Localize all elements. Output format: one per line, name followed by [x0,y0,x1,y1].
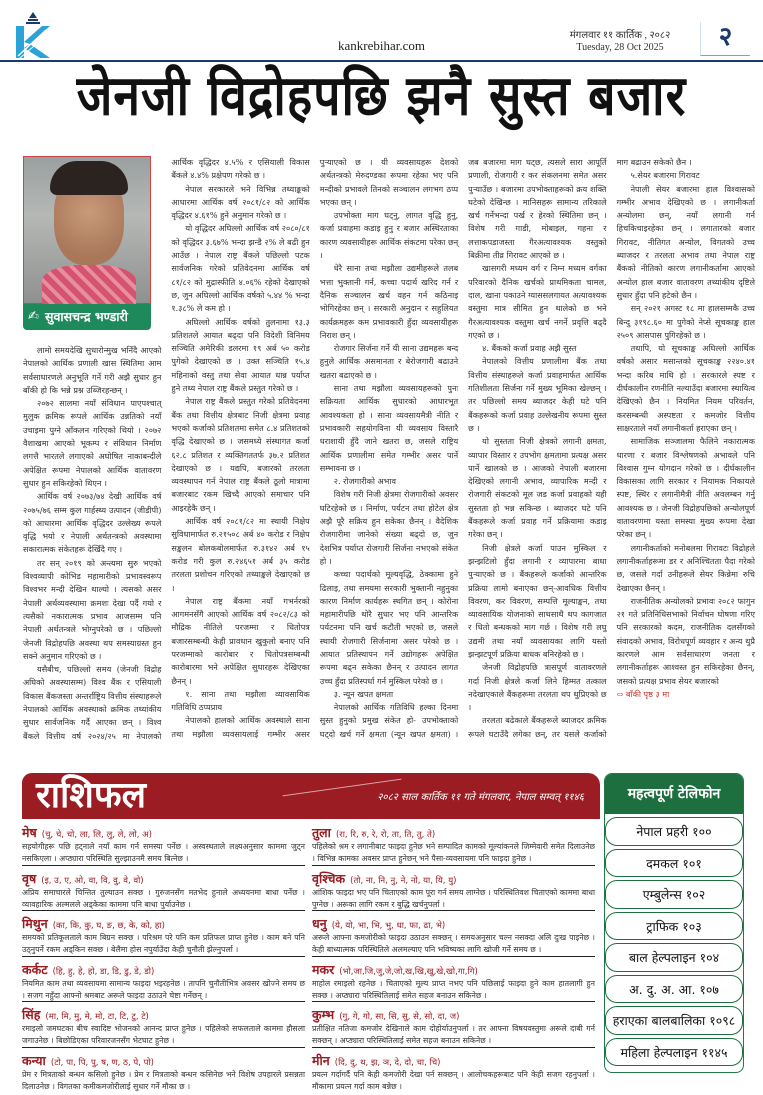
article-paragraph: खासगरी मध्यम वर्ग र निम्न मध्यम वर्गका परिवारको दैनिक खर्चको प्राथमिकता चामल, दाल, खाना पकाउने ग्याससलगायत अत्यावश्यक वस्तुमा मात्र सीमित हुन थालेको छ भने गैरअत्यावश्यक वस्तुमा खर्च नगर्ने प्रवृत्ति बढ्दै गएको छ । [468,263,607,340]
site-url[interactable]: kankrebihar.com [338,38,425,53]
author-scarf [42,265,136,305]
sign-prediction: पहिलेको श्रम र लगानीबाट फाइदा हुनेछ भने सम्पादित कामको मूल्यांकनले जिम्मेवारी समेत दिलाउनेछ । विभिन्न कामका अवसर प्राप्त हुनेछन् भने पैसा-व्यवसायमा पनि फाइदा हुनेछ । [312,842,595,863]
article-paragraph: विशेष गरी निजी क्षेत्रमा रोजगारीको अवसर घटिरहेको छ । निर्माण, पर्यटन तथा होटेल क्षेत्र अझै पूरै सक्रिय हुन सकेका छैनन् । वैदेशिक रोजगारीमा जानेको संख्या बढ्दो छ, जुन देशभित्र पर्याप्त रोजगारी सिर्जना नभएको संकेत हो । [319,489,459,566]
date-box [540,30,700,54]
sign-name: कर्कट [22,961,48,977]
article-paragraph: धेरै साना तथा मझौला उद्यमीहरूले तलब भत्ता भुक्तानी गर्न, कच्चा पदार्थ खरिद गर्न र दैनिक सञ्चालन खर्च वहन गर्न कठिनाइ भोगिरहेका छन् । सरकारी अनुदान र सहुलियत कार्यक्रमहरू कम प्रभावकारी हुँदा व्यवसायीहरू निराश छन् । [319,263,459,340]
sign-prediction: प्रयत्न गर्दागर्दै पनि केही कमजोरी देखा पर्न सक्छन् । आलोचकहरूबाट पनि केही सजग रहनुपर्ला । मौकामा प्रयत्न गर्दा काम बन्नेछ । [312,1069,595,1091]
rashifal-sign [22,822,305,866]
article-paragraph: जेनजी विद्रोहपछि त्रासपूर्ण वातावरणले गर्दा निजी क्षेत्रले कर्जा लिने हिम्मत तत्काल नदेखाएकाले बैंकहरूमा तरलता थप थुप्रिएको छ । [468,662,607,713]
telephone-entry: हराएका बालबालिका १०९८ [605,1006,743,1035]
article-paragraph: नेपाली सेयर बजारमा हाल विश्वासको गम्भीर अभाव देखिएको छ । लगानीकर्ता अन्योलमा छन्, नयाँ लगानी गर्न हिचकिचाइरहेका छन् । लगातारको बजार गिरावट, नीतिगत अन्योल, विगतको उच्च ब्याजदर र तरलता अभाव तथा नेपाल राष्ट्र बैंकको नीतिको कारण लगानीकर्तामा आएको अन्योल हाल बजार वातावरण तथ्यांकीय दृष्टिले सुधार हुँदा पनि हटेको छैन । [616,183,755,300]
sign-letters: (हि, हु, हे, हो, डा, डि, डु, डे, डो) [52,966,155,977]
rashifal-sign [22,868,305,912]
rashifal-sign [22,959,305,1003]
rashifal-title: राशिफल [36,775,147,816]
sign-letters: (भो,जा,जि,जु,जे,जो,ख,खि,खु,खे,खो,गा,गि) [339,966,478,977]
sign-name: मिथुन [22,916,48,931]
sign-name: वृश्चिक [312,870,346,886]
article-paragraph: यसैबीच, पछिल्लो समय (जेनजी विद्रोह अघिको अवस्थासम्म) विश्व बैंक र एसियाली विकास बैंकजस्ता अन्तर्राष्ट्रिय वित्तीय संस्थाहरूले नेपालको आर्थिक अवस्थाको क्रमिक तथ्यांकीय सुधार सार्वजनिक गर्दै आएका छन् । विश्व बैंकले वित्तीय वर्ष २०२४/२५ मा नेपालको आर्थिक वृद्धिदर ४.५% र एसियाली विकास बैंकले ४.४% प्रक्षेपण गरेको छ । [23,157,310,741]
sign-name: तुला [312,825,331,840]
sign-name: मीन [312,1052,330,1068]
author-name-bar [23,304,151,330]
article-paragraph: लामो समयदेखि सुधारोन्मुख भनिँदै आएको नेपालको आर्थिक प्रणाली खास स्थितिमा आम सर्वसाधारणले अनुभूति गर्ने गरी अझै सुधार हुन बाँकी हो कि भन्ने प्रश्न उब्जिरहन्छन् । [23,345,162,395]
author-hair [50,161,128,195]
continued-link[interactable]: ⇨ बाँकी पृष्ठ ३ मा [616,688,670,699]
rashifal-sign [312,868,595,912]
rashifal-header [22,773,600,819]
article-paragraph: आर्थिक वर्ष २०७३/७४ देखी आर्थिक वर्ष २०७५/७६ सम्म कुल गार्हस्थ्य उत्पादन (जीडीपी) को आधारमा आर्थिक वृद्धिदर उल्लेख्य रूपले वृद्धि भयो र नेपाली अर्थतन्त्रको अवस्थामा सकारात्मक संकेतहरू देखिँदै गए । [23,491,162,555]
rashifal-sign [22,913,305,957]
article-paragraph: आर्थिक वर्ष २०८१/८२ मा स्थायी निक्षेप सुविधामार्फत रु.२१५०८ अर्ब ४० करोड र निक्षेप सङ्कलन बोलकबोलमार्फत रु.३१४२ अर्ब १५ करोड गरी कुल रु.२४६५१ अर्ब ३५ करोड तरलता प्रशोचन गरिएको तथ्याङ्कले देखाएको छ । [171,516,310,593]
sign-name: मेष [22,825,37,840]
sign-letters: (गु, गे, गो, सा, सि, सु, से, सो, दा, ज) [339,1012,460,1022]
sign-prediction: प्रेम र मित्रताको बन्धन कसिलो हुनेछ । प्रेम र मित्रताको बन्धन कसिनेछ भने विशेष उपहारले प्रसन्नता दिलाउनेछ । विगतका कमीकमजोरीलाई सुधार गर्ने मौका छ । [22,1069,305,1091]
page-number: २ [700,22,750,56]
author-card [23,156,151,342]
article-paragraph: अघिल्लो आर्थिक वर्षको तुलनामा १३.३ प्रतिशतले आयात बढ्दा पनि विदेशी विनिमय सञ्चिति अमेरिकी डलरमा १९ अर्ब ५० करोड पुगेको देखाएको छ । उक्त सञ्चिति १५.४ महिनाको वस्तु तथा सेवा आयात धान्न पर्याप्त हुने तथ्य नेपाल राष्ट्र बैंकले प्रस्तुत गरेको छ । [171,316,310,394]
date-nepali: मंगलवार ११ कार्तिक , २०८२ [569,30,671,41]
telephone-list [605,817,743,1066]
telephone-entry: अ. दु. अ. आ. १०७ [605,975,743,1004]
rashifal-column-right [312,822,595,1095]
sign-letters: (टो, पा, पि, पु, ष, ण, ठ, पे, पो) [50,1057,154,1068]
rashifal-sign [22,1050,305,1094]
sign-name: कन्या [22,1052,46,1068]
article-paragraph: तथापि, यो सूचकाङ्क अघिल्लो आर्थिक वर्षको असार मसान्तको सूचकाङ्क २२४०.४१ भन्दा करिब माथि हो । सरकारले स्पष्ट र दीर्घकालीन रणनीति नल्याउँदा बजारमा स्थायित्व देखिएको छैन । नियमित नियम परिवर्तन, करसम्बन्धी अस्पष्टता र कमजोर वित्तीय साक्षरताले नयाँ लगानीकर्ता हराएका छन् । [616,343,755,433]
article-subheading: ४. बैंकको कर्जा प्रवाह अझै सुस्त [482,343,577,354]
author-name: सुवासचन्द्र भण्डारी [45,309,128,324]
sign-letters: (चु, चे, चो, ला, लि, लु, ले, लो, अ) [41,830,152,840]
article-paragraph: नेपालको हालको आर्थिक अवस्थाले साना तथा मझौला व्यवसायलाई गम्भीर असर पुऱ्याएको छ । यी व्यवसायहरू देशको अर्थतन्त्रको मेरुदण्डका रूपमा रहेका भए पनि मन्दीको प्रभावले तिनको सञ्चालन लगभग ठप्प भएका छन् । [171,157,459,739]
article-paragraph: तरलता बढेकाले बैंकहरूले ब्याजदर क्रमिक रूपले घटाउँदै लगेका छन्, तर यसले कर्जाको माग बढाउन सकेको छैन । [468,157,692,739]
telephone-entry: ट्राफिक १०३ [605,912,743,941]
important-telephone-box [604,773,744,1073]
sign-name: कुम्भ [312,1007,335,1022]
sign-letters: (इ, उ, ए, ओ, वा, वि, वु, वे, वो) [41,875,144,886]
author-photo [23,156,151,304]
rashifal-sign [312,1050,595,1094]
article-subheading: २. रोजगारीको अभाव [333,476,396,487]
telephone-entry: एम्बुलेन्स १०२ [605,880,743,909]
sign-name: धनु [312,916,327,931]
article-paragraph: तर सन् २०१९ को अन्त्यमा सुरु भएको विश्वव्यापी कोभिड महामारीको प्रभावस्वरूप विश्वभर मन्दी देखिन थाल्यो । त्यसको असर नेपाली अर्थव्यवस्थामा क्रमशः देखा पर्दै गयो र त्यसैको नकारात्मक प्रभाव आजसम्म पनि नेपाली अर्थतन्त्रले भोग्नुपरेको छ । पछिल्लो जेनजी विद्रोहपछि अवस्था थप समस्याग्रस्त हुन सक्ने अनुमान गरिएको छ । [23,557,162,661]
article-paragraph: यो वृद्धिदर अघिल्लो आर्थिक वर्ष २०८०/८१ को वृद्धिदर ३.६७% भन्दा झन्डै २% ले बढी हुन आउँछ । नेपाल राष्ट्र बैंकले पछिल्लो पटक सार्वजनिक गरेको प्रतिवेदनमा आर्थिक वर्ष ८१/८२ को मुद्रास्फीति ४.०६% रहेको देखाएको छ, जुन अघिल्लो आर्थिक वर्षको ५.४४ % भन्दा १.३८% ले कम हो । [171,223,310,314]
article-paragraph: निजी क्षेत्रले कर्जा पाउन मुस्किल र झन्झटिलो हुँदा लगानी र व्यापारमा बाधा पुऱ्याएको छ । बैंकहरूले कर्जाको आन्तरिक प्रक्रिया लामो बनाएका छन्-आवधिक वित्तीय विवरण, कर विवरण, सम्पत्ति मूल्याङ्कन, तथा व्यावसायिक योजनाको साथसाथै थप कागजात र धितो बन्धकको माग गर्छ । विशेष गरी लघु उद्यमी तथा नयाँ व्यवसायका लागि यस्तो झन्झटपूर्ण प्रक्रिया बाधक बनिरहेको छ । [468,542,607,659]
telephone-entry: महिला हेल्पलाइन ११४५ [605,1038,743,1067]
pen-icon: ✍ [28,309,39,324]
rashifal-sign [22,1004,305,1048]
article-paragraph: नेपालको आर्थिक गतिविधि हल्का दिनमा सुस्त हुनुको प्रमुख संकेत हो- उपभोक्ताको घट्दो खर्च गर्ने क्षमता (न्यून खपत क्षमता) । जब बजारमा माग घट्छ, त्यसले सारा आपूर्ति प्रणाली, रोजगारी र कर संकलनमा समेत असर पुऱ्याउँछ । बजारमा उपभोक्ताहरूको क्रय शक्ति घटेको देखिन्छ । मानिसहरू सामान्य तरिकाले खर्च गर्नेभन्दा पर्ख र हेरको स्थितिमा छन् । विशेष गरी गाडी, मोबाइल, गहना र लत्ताकपडाजस्ता गैरअत्यावश्यक वस्तुको बिक्रीमा तीव्र गिरावट आएको छ । [319,157,607,739]
sign-prediction: सहयोगीहरू पछि हट्नाले नयाँ काम गर्न समस्या पर्नेछ । अस्वस्थताले लक्ष्यअनुसार काममा जुट्न नसकिएला । अप्ठ्यारा परिस्थिति सुल्झाउनमै समय बित्नेछ । [22,842,305,863]
article-paragraph: लगानीकर्ताको मनोबलमा गिरावटः विद्रोहले लगानीकर्ताहरूमा डर र अनिश्चितता पैदा गरेको छ, जसले गर्दा उनीहरूले सेयर किन्नेमा रुचि देखाएका छैनन् । [616,542,755,593]
sign-prediction: माहोल रमाइलो रहनेछ । चिताएको मूल्य प्राप्त नभए पनि पछिलाई फाइदा हुने काम हातलागी हुन सक्छ । अप्ठ्यारा परिस्थितिलाई समेत सहज बनाउन सकिनेछ । [312,978,595,1000]
sign-letters: (दि, दु, थ, झ, ञ, दे, दो, चा, चि) [334,1057,441,1068]
article-subheading: ५.सेयर बजारमा गिरावट [630,170,700,181]
rashifal-sign [312,913,595,957]
sign-letters: (रा, रि, रु, रे, रो, ता, ति, तु, ते) [335,830,436,840]
sign-name: मकर [312,961,335,977]
rashifal-date: २०८२ साल कार्तिक ११ गते मंगलवार, नेपाल सम्वत् ११४६ [377,792,584,803]
sign-prediction: अरूले आफ्ना कमजोरीको फाइदा उठाउन सक्छन् । समयअनुसार चल्न नसक्दा अलि दुःख पाइनेछ । केही बाध्यात्मक परिस्थितिले अलमल्याए पनि भविष्यका लागि खोजी गर्ने समय छ । [312,933,595,954]
article-paragraph: नेपालको वित्तीय प्रणालीमा बैंक तथा वित्तीय संस्थाहरूले कर्जा प्रवाहमार्फत आर्थिक गतिशीलता सिर्जना गर्ने मुख्य भूमिका खेल्छन् । तर पछिल्लो समय ब्याजदर केही घटे पनि बैंकहरूको कर्जा प्रवाह उल्लेखनीय रूपमा सुस्त छ । [468,356,607,433]
masthead [0,0,763,62]
article-paragraph: रोजगार सिर्जना गर्ने यी साना उद्यमहरू बन्द हुनुले आर्थिक असमानता र बेरोजगारी बढाउने खतरा बढाएको छ । [319,343,459,380]
sign-name: वृष [22,870,37,886]
article-paragraph: कच्चा पदार्थको मूल्यवृद्धि, ठेक्कामा हुने ढिलाइ, तथा समयमा सरकारी भुक्तानी नहुनुका कारण निर्माण कार्यहरू स्थगित छन् । कोरोना महामारीपछि थोरै सुधार भए पनि आन्तरिक पर्यटनमा पनि खर्च कटौती भएको छ, जसले स्थायी रोजगारी सिर्जनामा असर परेको छ । आयात प्रतिस्थापन गर्ने उद्योगहरू अपेक्षित रूपमा बढ्न सकेका छैनन् र उत्पादन लागत उच्च हुँदा प्रतिस्पर्धा गर्न मुस्किल परेको छ । [319,569,459,686]
sign-letters: (का, कि, कु, घ, ङ, छ, के, को, हा) [52,921,165,931]
headline: जेनजी विद्रोहपछि झनै सुस्त बजार [76,63,687,129]
sign-letters: (मा, मि, मु, मे, मो, टा, टि, टु, टे) [45,1012,149,1022]
telephone-entry: दमकल १०१ [605,849,743,878]
article-paragraph: नेपाल सरकारले भने विभिन्न तथ्याङ्कको आधारमा आर्थिक वर्ष २०८१/८२ को आर्थिक वृद्धिदर ४.६१% हुने अनुमान गरेको छ । [171,183,310,221]
article-paragraph: २०७२ सालमा नयाँ संविधान पाएपश्चात् मुलुक क्रमिक रूपले आर्थिक उन्नतिको नयाँ उचाइमा पुग्ने आँकलन गरिएको थियो । २०७२ वैशाखमा आएको भूकम्प र संविधान निर्माण लगत्तै भारतले लगाएको अघोषित नाकाबन्दीले अपेक्षित रूपमा नेपालको आर्थिक वातावरण सुधार हुन सकिरहेको थिएन । [23,398,162,488]
rashifal-sign [312,1004,595,1048]
sign-letters: (ये, यो, भा, भि, भु, धा, फा, ढा, भे) [331,921,446,931]
article-subheading: ३. न्यून खपत क्षमता [333,688,394,699]
article-paragraph: नेपाल राष्ट्र बैंकमा नयाँ गभर्नरको आगमनसँगै आएको आर्थिक वर्ष २०८२/८३ को मौद्रिक नीतिले परजम्मा र धितोपत्र बजारसम्बन्धी केही प्रावधान खुकुलो बनाए पनि परजम्माको कारोबार र धितोपत्रसम्बन्धी कारोबारमा भने अपेक्षित सुधारहरू देखिएका छैनन् । [171,595,310,686]
rashifal-column-left [22,822,305,1095]
article-paragraph: यो सुस्तता निजी क्षेत्रको लगानी क्षमता, व्यापार विस्तार र उपभोग क्षमतामा प्रत्यक्ष असर पार्ने खालको छ । आजको नेपाली बजारमा देखिएको लगानी अभाव, व्यापारिक मन्दी र रोजगारी संकटको मूल जड कर्जा प्रवाहको यही सुस्तता हो भन्न सकिन्छ । ब्याजदर घटे पनि बैंकहरूले कर्जा प्रवाह गर्ने प्रक्रियामा कडाइ गरेका छन् । [468,436,607,540]
sign-prediction: अप्रिय समाचारले चिन्तित तुल्याउन सक्छ । गुरुजनसँग मतभेद हुनाले अध्ययनमा बाधा पर्नेछ । व्यावहारिक अल्मलले अड्केका काममा पनि बाधा पुर्याउनेछ । [22,887,305,909]
sign-prediction: आंशिक फाइदा भए पनि चिताएको काम पूरा गर्न समय लाग्नेछ । परिस्थितिवश चिताएको काममा बाधा पुग्नेछ । अरूका लागि रकम र बुद्धि खर्चनुपर्ला । [312,887,595,909]
sign-prediction: नियमित काम तथा व्यवसायमा सामान्य फाइदा भइरहनेछ । तापनि चुनौतीभित्र अवसर खोज्ने समय छ । सजग नहुँदा आफ्नो श्रमबाट अरूले फाइदा उठाउने चेष्टा गर्नेछन् । [22,978,305,1000]
telephone-title: महत्वपूर्ण टेलिफोन [605,774,743,814]
sign-name: सिंह [22,1007,41,1022]
article-paragraph: उपभोक्ता माग घट्नु, लागत वृद्धि हुनु, कर्जा प्रवाहमा कडाइ हुनु र बजार अस्थिरताका कारण व्यवसायीहरू आर्थिक संकटमा परेका छन् । [319,210,459,261]
sign-letters: (तो, ना, नि, नु, ने, नो, या, यि, यु) [350,875,457,886]
article-paragraph: नेपाल राष्ट्र बैंकले प्रस्तुत गरेको प्रतिवेदनमा बैंक तथा वित्तीय क्षेत्रबाट निजी क्षेत्रमा प्रवाह भएको कर्जाको प्रतिशतमा समेत ८.४ प्रतिशतको वृद्धि देखाएको छ । जसमध्ये संस्थागत कर्जा ६२.८ प्रतिशत र व्यक्तिगततर्फ ३७.२ प्रतिशत देखाएको छ । यद्यपि, बजारको तरलता व्यवस्थापन गर्न नेपाल राष्ट्र बैंकले ठूलो मात्रामा बजारबाट रकम खिच्दै आएको समाचार पनि आइरहेकै छन् । [171,396,310,513]
rashifal-sign [312,822,595,866]
article-paragraph: सन् २०२१ अगस्ट १८ मा हालसम्मकै उच्च बिन्दु ३१९८.६० मा पुगेको नेप्से सूचकाङ्क हाल २५०९ आसपास पुगिरहेको छ । [616,303,755,340]
date-english: Tuesday, 28 Oct 2025 [576,42,664,53]
telephone-entry: नेपाल प्रहरी १०० [605,817,743,846]
article-paragraph: सामाजिक सञ्जालमा फैलिने नकारात्मक धारणा र बजार विश्लेषणको अभावले पनि विश्वास गुम्न योगदान गरेको छ । दीर्घकालीन विकासका लागि सरकार र नियामक निकायले स्पष्ट, स्थिर र लगानीमैत्री नीति अवलम्बन गर्नु आवश्यक छ । जेनजी विद्रोहपछिको अन्योलपूर्ण वातावरणमा यस्ता समस्या मुख्य रूपमा देखा परेका छन् । [616,436,755,540]
sign-prediction: रमाइलो जमघटका बीच स्वादिष्ट भोजनको आनन्द प्राप्त हुनेछ । पहिलेको सफलताले काममा हौसला जगाउनेछ । बिछोडिएका परिवारजनसँग भेटघाट हुनेछ । [22,1024,305,1045]
article-paragraph: साना तथा मझौला व्यवसायहरूको पुनः सक्रियता आर्थिक सुधारको आधारभूत आवश्यकता हो । साना व्यवसायमैत्री नीति र प्रभावकारी सहयोगविना यी व्यवसाय विस्तारै धराशायी हुँदै जाने खतरा छ, जसले राष्ट्रिय आर्थिक प्रणालीमा समेत गम्भीर असर पार्ने सम्भावना छ । [319,383,459,473]
rashifal-sign [312,959,595,1003]
sign-prediction: समयको प्रतिकूलताले काम बिग्रन सक्छ । परिश्रम परे पनि कम प्रतिफल प्राप्त हुनेछ । काम बने पनि उठ्नुपर्ने रकम अड्किन सक्छ । बेलैमा होस नपुर्याउँदा केही चुनौती झेल्नुपर्ला । [22,933,305,954]
article-subheading: १. साना तथा मझौला व्यावसायिक गतिविधि ठप्पप्राय [171,688,310,713]
article-paragraph: राजनीतिक अन्योलको प्रभावः २०८२ फागुन २१ गते प्रतिनिधिसभाको निर्वाचन घोषणा गरिए पनि सरकारको कदम, राजनीतिक दलसँगको संवादको अभाव, विरोधपूर्ण व्यवहार र अन्य थुप्रै कारणले आम सर्वसाधारण जनता र लगानीकर्ताहरू आश्वस्त हुन सकिरहेका छैनन्, जसको प्रत्यक्ष प्रभाव सेयर बजारको [616,595,755,686]
telephone-entry: बाल हेल्पलाइन १०४ [605,943,743,972]
sign-prediction: प्रतीक्षित नतिजा कमजोर देखिनाले काम दोहोर्याउनुपर्ला । तर आफ्ना विषयवस्तुमा अरूले दाबी गर्न सक्छन् । अप्ठ्यारा परिस्थितिलाई समेत सहज बनाउन सकिनेछ । [312,1024,595,1045]
